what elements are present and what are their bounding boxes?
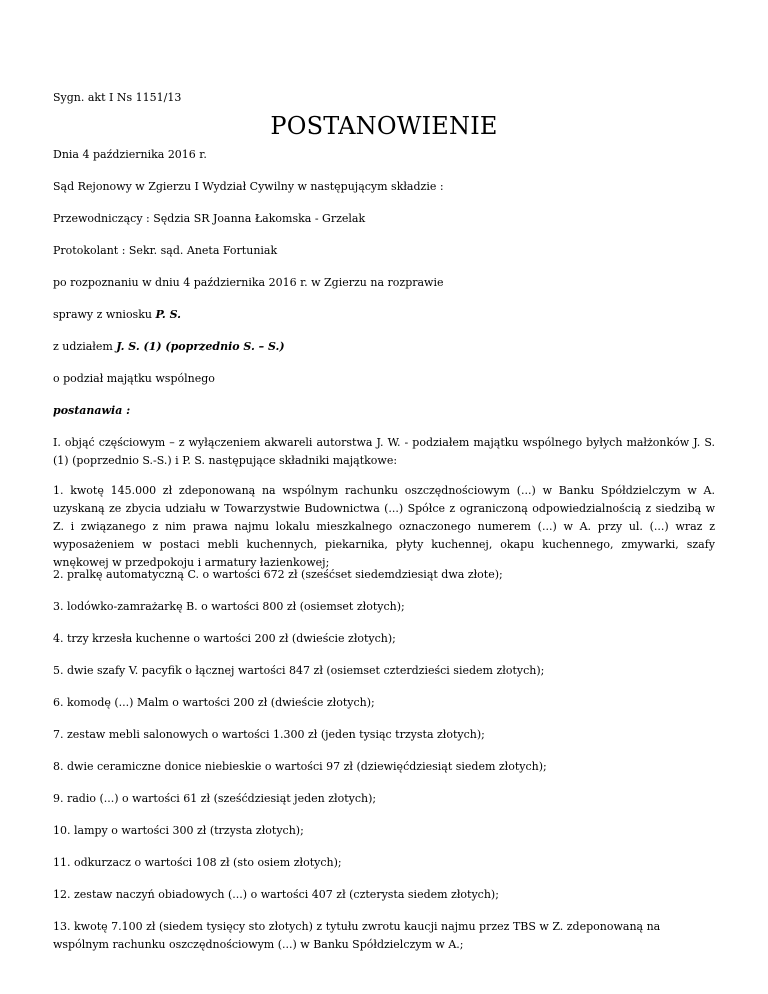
document-title: POSTANOWIENIE <box>270 112 498 140</box>
applicant-line <box>53 306 715 324</box>
section-one: I. objąć częściowym – z wyłączeniem akwareli autorstwa J. W. - podziałem majątku wspólnego byłych małżonków J. S. (1) (poprzednio S.-S.) i P. S. następujące składniki majątkowe: <box>53 436 715 467</box>
list-item-4: 4. trzy krzesła kuchenne o wartości 200 zł (dwieście złotych); <box>53 632 396 645</box>
hearing-line: po rozpoznaniu w dniu 4 października 2016 r. w Zgierzu na rozprawie <box>53 276 444 289</box>
applicant-name: P. S. <box>155 308 181 321</box>
chair-line: Przewodniczący : Sędzia SR Joanna Łakomska - Grzelak <box>53 212 366 225</box>
participant-name: J. S. (1) (poprzednio S. – S.) <box>116 340 285 353</box>
list-item-12: 12. zestaw naczyń obiadowych (...) o wartości 407 zł (czterysta siedem złotych); <box>53 888 499 901</box>
applicant-prefix: sprawy z wniosku <box>53 308 156 321</box>
list-item-1: 1. kwotę 145.000 zł zdeponowaną na wspólnym rachunku oszczędnościowym (...) w Banku Spółdzielczym w A. uzyskaną ze zbycia udziału w Towarzystwie Budownictwa (...) Spółce z ograniczoną odpowiedzialnością z siedzibą w Z. i związanego z nim prawa najmu lokalu mieszkalnego oznaczonego numerem (...) w A. przy ul. (...) wraz z wyposażeniem w postaci mebli kuchennych, piekarnika, płyty kuchennej, okapu kuchennego, zmywarki, szafy wnękowej w przedpokoju i armatury łazienkowej; <box>53 484 715 569</box>
list-item-6: 6. komodę (...) Malm o wartości 200 zł (dwieście złotych); <box>53 696 375 709</box>
list-item-13: 13. kwotę 7.100 zł (siedem tysięcy sto złotych) z tytułu zwrotu kaucji najmu przez TBS w Z. zdeponowaną na wspólnym rachunku oszczędnościowym (...) w Banku Spółdzielczym w A.; <box>53 920 661 951</box>
clerk-line: Protokolant : Sekr. sąd. Aneta Fortuniak <box>53 244 278 257</box>
case-signature: Sygn. akt I Ns 1151/13 <box>53 91 182 104</box>
list-item-5: 5. dwie szafy V. pacyfik o łącznej wartości 847 zł (osiemset czterdzieści siedem złotych); <box>53 664 545 677</box>
list-item-7: 7. zestaw mebli salonowych o wartości 1.300 zł (jeden tysiąc trzysta złotych); <box>53 728 485 741</box>
participant-prefix: z udziałem <box>53 340 117 353</box>
list-item-9: 9. radio (...) o wartości 61 zł (sześćdziesiąt jeden złotych); <box>53 792 377 805</box>
subject-line: o podział majątku wspólnego <box>53 372 215 385</box>
list-item-11: 11. odkurzacz o wartości 108 zł (sto osiem złotych); <box>53 856 342 869</box>
ruling-heading: postanawia : <box>53 404 131 417</box>
list-item-3: 3. lodówko-zamrażarkę B. o wartości 800 zł (osiemset złotych); <box>53 600 405 613</box>
date-line: Dnia 4 października 2016 r. <box>53 148 207 161</box>
list-item-8: 8. dwie ceramiczne donice niebieskie o wartości 97 zł (dziewięćdziesiąt siedem złotych); <box>53 760 547 773</box>
list-item-2: 2. pralkę automatyczną C. o wartości 672 zł (sześćset siedemdziesiąt dwa złote); <box>53 568 503 581</box>
court-line: Sąd Rejonowy w Zgierzu I Wydział Cywilny w następującym składzie : <box>53 180 444 193</box>
participant-line <box>53 338 715 356</box>
list-item-10: 10. lampy o wartości 300 zł (trzysta złotych); <box>53 824 304 837</box>
